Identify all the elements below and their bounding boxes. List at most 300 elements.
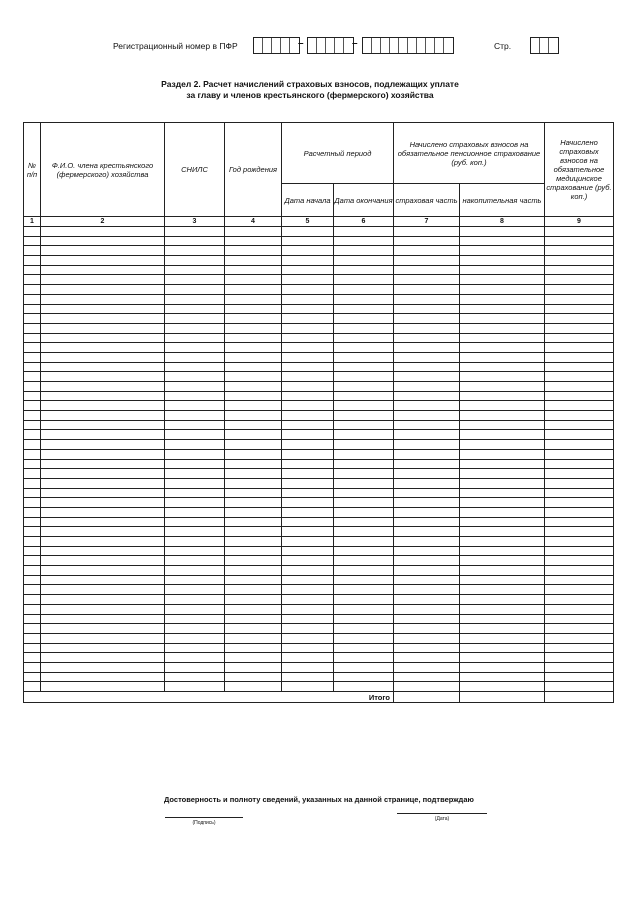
table-cell[interactable] — [41, 643, 165, 653]
table-cell[interactable] — [225, 391, 282, 401]
table-cell[interactable] — [282, 488, 334, 498]
table-cell[interactable] — [545, 323, 614, 333]
table-cell[interactable] — [394, 449, 460, 459]
table-cell[interactable] — [225, 507, 282, 517]
table-cell[interactable] — [165, 275, 225, 285]
table-cell[interactable] — [165, 478, 225, 488]
table-cell[interactable] — [282, 430, 334, 440]
table-cell[interactable] — [165, 401, 225, 411]
table-cell[interactable] — [460, 585, 545, 595]
table-cell[interactable] — [334, 265, 394, 275]
table-cell[interactable] — [460, 382, 545, 392]
table-cell[interactable] — [334, 585, 394, 595]
table-cell[interactable] — [41, 585, 165, 595]
table-cell[interactable] — [545, 517, 614, 527]
table-cell[interactable] — [24, 672, 41, 682]
table-cell[interactable] — [225, 333, 282, 343]
table-cell[interactable] — [394, 372, 460, 382]
table-cell[interactable] — [41, 401, 165, 411]
table-cell[interactable] — [334, 420, 394, 430]
table-cell[interactable] — [165, 420, 225, 430]
table-cell[interactable] — [282, 227, 334, 237]
table-cell[interactable] — [545, 478, 614, 488]
table-cell[interactable] — [24, 527, 41, 537]
table-cell[interactable] — [334, 246, 394, 256]
total-insurance-part[interactable] — [394, 692, 460, 703]
table-cell[interactable] — [282, 604, 334, 614]
table-cell[interactable] — [334, 643, 394, 653]
table-cell[interactable] — [225, 352, 282, 362]
table-cell[interactable] — [24, 411, 41, 421]
table-cell[interactable] — [334, 507, 394, 517]
table-cell[interactable] — [282, 566, 334, 576]
table-cell[interactable] — [545, 624, 614, 634]
table-cell[interactable] — [24, 682, 41, 692]
table-cell[interactable] — [545, 391, 614, 401]
table-cell[interactable] — [394, 488, 460, 498]
table-cell[interactable] — [334, 304, 394, 314]
table-cell[interactable] — [24, 498, 41, 508]
table-cell[interactable] — [460, 459, 545, 469]
table-cell[interactable] — [282, 314, 334, 324]
table-cell[interactable] — [460, 546, 545, 556]
table-cell[interactable] — [545, 507, 614, 517]
table-cell[interactable] — [41, 469, 165, 479]
table-cell[interactable] — [545, 440, 614, 450]
table-cell[interactable] — [394, 420, 460, 430]
table-cell[interactable] — [545, 275, 614, 285]
table-cell[interactable] — [545, 537, 614, 547]
table-cell[interactable] — [545, 401, 614, 411]
table-cell[interactable] — [24, 430, 41, 440]
table-cell[interactable] — [460, 333, 545, 343]
table-cell[interactable] — [394, 333, 460, 343]
table-cell[interactable] — [282, 459, 334, 469]
table-cell[interactable] — [282, 352, 334, 362]
table-cell[interactable] — [282, 275, 334, 285]
table-cell[interactable] — [41, 285, 165, 295]
table-cell[interactable] — [41, 314, 165, 324]
table-cell[interactable] — [394, 498, 460, 508]
table-cell[interactable] — [225, 411, 282, 421]
table-cell[interactable] — [24, 333, 41, 343]
table-cell[interactable] — [282, 595, 334, 605]
table-cell[interactable] — [165, 672, 225, 682]
table-cell[interactable] — [394, 672, 460, 682]
table-cell[interactable] — [41, 507, 165, 517]
table-cell[interactable] — [282, 653, 334, 663]
table-cell[interactable] — [282, 256, 334, 266]
table-cell[interactable] — [394, 275, 460, 285]
table-cell[interactable] — [460, 411, 545, 421]
table-cell[interactable] — [334, 236, 394, 246]
table-cell[interactable] — [334, 294, 394, 304]
table-cell[interactable] — [165, 256, 225, 266]
table-cell[interactable] — [165, 382, 225, 392]
table-cell[interactable] — [545, 459, 614, 469]
table-cell[interactable] — [225, 527, 282, 537]
table-cell[interactable] — [334, 285, 394, 295]
table-cell[interactable] — [225, 643, 282, 653]
table-cell[interactable] — [334, 498, 394, 508]
table-cell[interactable] — [545, 585, 614, 595]
table-cell[interactable] — [282, 323, 334, 333]
table-cell[interactable] — [41, 411, 165, 421]
table-cell[interactable] — [334, 227, 394, 237]
table-cell[interactable] — [41, 624, 165, 634]
table-cell[interactable] — [334, 333, 394, 343]
table-cell[interactable] — [545, 352, 614, 362]
table-cell[interactable] — [24, 401, 41, 411]
table-cell[interactable] — [282, 420, 334, 430]
table-cell[interactable] — [165, 391, 225, 401]
table-cell[interactable] — [545, 614, 614, 624]
table-cell[interactable] — [545, 285, 614, 295]
table-cell[interactable] — [225, 430, 282, 440]
table-cell[interactable] — [545, 575, 614, 585]
table-cell[interactable] — [334, 459, 394, 469]
table-cell[interactable] — [41, 265, 165, 275]
table-cell[interactable] — [282, 585, 334, 595]
table-cell[interactable] — [334, 430, 394, 440]
table-cell[interactable] — [41, 537, 165, 547]
table-cell[interactable] — [165, 546, 225, 556]
table-cell[interactable] — [334, 362, 394, 372]
table-cell[interactable] — [282, 614, 334, 624]
table-cell[interactable] — [334, 653, 394, 663]
table-cell[interactable] — [165, 372, 225, 382]
table-cell[interactable] — [394, 459, 460, 469]
table-cell[interactable] — [460, 285, 545, 295]
table-cell[interactable] — [394, 401, 460, 411]
table-cell[interactable] — [41, 478, 165, 488]
table-cell[interactable] — [24, 265, 41, 275]
table-cell[interactable] — [24, 246, 41, 256]
table-cell[interactable] — [225, 440, 282, 450]
table-cell[interactable] — [41, 256, 165, 266]
table-cell[interactable] — [282, 343, 334, 353]
table-cell[interactable] — [24, 585, 41, 595]
table-cell[interactable] — [394, 575, 460, 585]
table-cell[interactable] — [41, 236, 165, 246]
table-cell[interactable] — [165, 411, 225, 421]
table-cell[interactable] — [282, 498, 334, 508]
table-cell[interactable] — [165, 440, 225, 450]
table-cell[interactable] — [165, 614, 225, 624]
page-number-field[interactable] — [530, 37, 559, 54]
table-cell[interactable] — [24, 633, 41, 643]
table-cell[interactable] — [41, 372, 165, 382]
table-cell[interactable] — [41, 420, 165, 430]
table-cell[interactable] — [545, 362, 614, 372]
table-cell[interactable] — [41, 498, 165, 508]
table-cell[interactable] — [225, 672, 282, 682]
table-cell[interactable] — [41, 362, 165, 372]
table-cell[interactable] — [460, 672, 545, 682]
table-cell[interactable] — [24, 449, 41, 459]
table-cell[interactable] — [282, 391, 334, 401]
table-cell[interactable] — [41, 575, 165, 585]
table-cell[interactable] — [394, 362, 460, 372]
table-cell[interactable] — [460, 556, 545, 566]
table-cell[interactable] — [165, 517, 225, 527]
table-cell[interactable] — [545, 633, 614, 643]
table-cell[interactable] — [24, 343, 41, 353]
table-cell[interactable] — [165, 595, 225, 605]
table-cell[interactable] — [334, 488, 394, 498]
table-cell[interactable] — [545, 372, 614, 382]
table-cell[interactable] — [24, 624, 41, 634]
table-cell[interactable] — [334, 537, 394, 547]
table-cell[interactable] — [165, 227, 225, 237]
table-cell[interactable] — [225, 682, 282, 692]
table-cell[interactable] — [460, 566, 545, 576]
table-cell[interactable] — [24, 294, 41, 304]
table-cell[interactable] — [334, 566, 394, 576]
table-cell[interactable] — [394, 507, 460, 517]
table-cell[interactable] — [165, 653, 225, 663]
table-cell[interactable] — [545, 246, 614, 256]
table-cell[interactable] — [24, 275, 41, 285]
table-cell[interactable] — [282, 294, 334, 304]
table-cell[interactable] — [545, 343, 614, 353]
table-cell[interactable] — [24, 304, 41, 314]
table-cell[interactable] — [394, 256, 460, 266]
table-cell[interactable] — [545, 556, 614, 566]
table-cell[interactable] — [460, 643, 545, 653]
table-cell[interactable] — [460, 633, 545, 643]
table-cell[interactable] — [165, 662, 225, 672]
table-cell[interactable] — [545, 430, 614, 440]
table-cell[interactable] — [460, 498, 545, 508]
table-cell[interactable] — [225, 488, 282, 498]
table-cell[interactable] — [334, 624, 394, 634]
table-cell[interactable] — [165, 585, 225, 595]
table-cell[interactable] — [394, 411, 460, 421]
table-cell[interactable] — [334, 633, 394, 643]
table-cell[interactable] — [334, 411, 394, 421]
table-cell[interactable] — [165, 265, 225, 275]
table-cell[interactable] — [460, 653, 545, 663]
total-medical[interactable] — [545, 692, 614, 703]
table-cell[interactable] — [41, 459, 165, 469]
table-cell[interactable] — [460, 662, 545, 672]
table-cell[interactable] — [41, 488, 165, 498]
table-cell[interactable] — [225, 595, 282, 605]
table-cell[interactable] — [41, 440, 165, 450]
table-cell[interactable] — [334, 527, 394, 537]
table-cell[interactable] — [460, 420, 545, 430]
table-cell[interactable] — [41, 604, 165, 614]
table-cell[interactable] — [282, 507, 334, 517]
table-cell[interactable] — [165, 246, 225, 256]
table-cell[interactable] — [282, 643, 334, 653]
table-cell[interactable] — [24, 256, 41, 266]
table-cell[interactable] — [41, 614, 165, 624]
table-cell[interactable] — [24, 323, 41, 333]
table-cell[interactable] — [165, 498, 225, 508]
table-cell[interactable] — [460, 595, 545, 605]
table-cell[interactable] — [41, 343, 165, 353]
table-cell[interactable] — [460, 440, 545, 450]
table-cell[interactable] — [165, 575, 225, 585]
table-cell[interactable] — [545, 411, 614, 421]
table-cell[interactable] — [282, 285, 334, 295]
table-cell[interactable] — [225, 275, 282, 285]
table-cell[interactable] — [460, 614, 545, 624]
table-cell[interactable] — [334, 556, 394, 566]
table-cell[interactable] — [282, 537, 334, 547]
table-cell[interactable] — [24, 556, 41, 566]
table-cell[interactable] — [545, 527, 614, 537]
table-cell[interactable] — [282, 362, 334, 372]
table-cell[interactable] — [225, 604, 282, 614]
table-cell[interactable] — [394, 304, 460, 314]
table-cell[interactable] — [334, 343, 394, 353]
table-cell[interactable] — [282, 333, 334, 343]
table-cell[interactable] — [394, 265, 460, 275]
table-cell[interactable] — [460, 575, 545, 585]
table-cell[interactable] — [394, 440, 460, 450]
table-cell[interactable] — [165, 566, 225, 576]
table-cell[interactable] — [225, 285, 282, 295]
table-cell[interactable] — [460, 478, 545, 488]
table-cell[interactable] — [24, 537, 41, 547]
total-funded-part[interactable] — [460, 692, 545, 703]
table-cell[interactable] — [545, 604, 614, 614]
table-cell[interactable] — [394, 585, 460, 595]
table-cell[interactable] — [460, 323, 545, 333]
table-cell[interactable] — [460, 304, 545, 314]
table-cell[interactable] — [225, 575, 282, 585]
table-cell[interactable] — [394, 682, 460, 692]
table-cell[interactable] — [41, 682, 165, 692]
table-cell[interactable] — [282, 401, 334, 411]
table-cell[interactable] — [282, 304, 334, 314]
table-cell[interactable] — [545, 227, 614, 237]
table-cell[interactable] — [545, 236, 614, 246]
table-cell[interactable] — [225, 362, 282, 372]
table-cell[interactable] — [165, 362, 225, 372]
table-cell[interactable] — [225, 469, 282, 479]
table-cell[interactable] — [394, 566, 460, 576]
table-cell[interactable] — [334, 517, 394, 527]
table-cell[interactable] — [225, 372, 282, 382]
table-cell[interactable] — [225, 614, 282, 624]
table-cell[interactable] — [225, 478, 282, 488]
table-cell[interactable] — [225, 556, 282, 566]
table-cell[interactable] — [225, 624, 282, 634]
table-cell[interactable] — [460, 469, 545, 479]
table-cell[interactable] — [545, 595, 614, 605]
table-cell[interactable] — [165, 333, 225, 343]
table-cell[interactable] — [334, 391, 394, 401]
table-cell[interactable] — [282, 265, 334, 275]
table-cell[interactable] — [334, 546, 394, 556]
table-cell[interactable] — [394, 469, 460, 479]
table-cell[interactable] — [460, 246, 545, 256]
table-cell[interactable] — [394, 352, 460, 362]
table-cell[interactable] — [460, 401, 545, 411]
table-cell[interactable] — [165, 352, 225, 362]
table-cell[interactable] — [41, 517, 165, 527]
table-cell[interactable] — [394, 662, 460, 672]
table-cell[interactable] — [460, 527, 545, 537]
table-cell[interactable] — [165, 323, 225, 333]
table-cell[interactable] — [24, 575, 41, 585]
table-cell[interactable] — [334, 440, 394, 450]
table-cell[interactable] — [41, 662, 165, 672]
table-cell[interactable] — [282, 236, 334, 246]
table-cell[interactable] — [282, 517, 334, 527]
table-cell[interactable] — [225, 323, 282, 333]
table-cell[interactable] — [41, 546, 165, 556]
table-cell[interactable] — [24, 546, 41, 556]
table-cell[interactable] — [41, 633, 165, 643]
table-cell[interactable] — [41, 672, 165, 682]
table-cell[interactable] — [545, 682, 614, 692]
table-cell[interactable] — [545, 265, 614, 275]
table-cell[interactable] — [394, 546, 460, 556]
table-cell[interactable] — [394, 227, 460, 237]
table-cell[interactable] — [24, 382, 41, 392]
table-cell[interactable] — [24, 488, 41, 498]
table-cell[interactable] — [225, 256, 282, 266]
table-cell[interactable] — [460, 507, 545, 517]
table-cell[interactable] — [545, 643, 614, 653]
table-cell[interactable] — [545, 314, 614, 324]
table-cell[interactable] — [334, 352, 394, 362]
table-cell[interactable] — [545, 566, 614, 576]
table-cell[interactable] — [334, 478, 394, 488]
table-cell[interactable] — [165, 459, 225, 469]
table-cell[interactable] — [394, 285, 460, 295]
table-cell[interactable] — [165, 633, 225, 643]
table-cell[interactable] — [394, 314, 460, 324]
table-cell[interactable] — [394, 391, 460, 401]
table-cell[interactable] — [24, 517, 41, 527]
table-cell[interactable] — [165, 430, 225, 440]
table-cell[interactable] — [225, 304, 282, 314]
table-cell[interactable] — [545, 382, 614, 392]
table-cell[interactable] — [165, 556, 225, 566]
signature-line[interactable] — [165, 817, 243, 818]
table-cell[interactable] — [225, 246, 282, 256]
table-cell[interactable] — [334, 682, 394, 692]
table-cell[interactable] — [225, 662, 282, 672]
table-cell[interactable] — [225, 537, 282, 547]
table-cell[interactable] — [165, 682, 225, 692]
table-cell[interactable] — [225, 401, 282, 411]
reg-number-part1[interactable] — [253, 37, 300, 54]
table-cell[interactable] — [394, 323, 460, 333]
table-cell[interactable] — [394, 430, 460, 440]
table-cell[interactable] — [460, 682, 545, 692]
table-cell[interactable] — [282, 478, 334, 488]
table-cell[interactable] — [460, 294, 545, 304]
table-cell[interactable] — [394, 614, 460, 624]
table-cell[interactable] — [282, 246, 334, 256]
table-cell[interactable] — [545, 653, 614, 663]
table-cell[interactable] — [41, 294, 165, 304]
table-cell[interactable] — [394, 246, 460, 256]
table-cell[interactable] — [41, 430, 165, 440]
table-cell[interactable] — [460, 362, 545, 372]
table-cell[interactable] — [41, 323, 165, 333]
table-cell[interactable] — [165, 314, 225, 324]
table-cell[interactable] — [545, 498, 614, 508]
table-cell[interactable] — [282, 575, 334, 585]
